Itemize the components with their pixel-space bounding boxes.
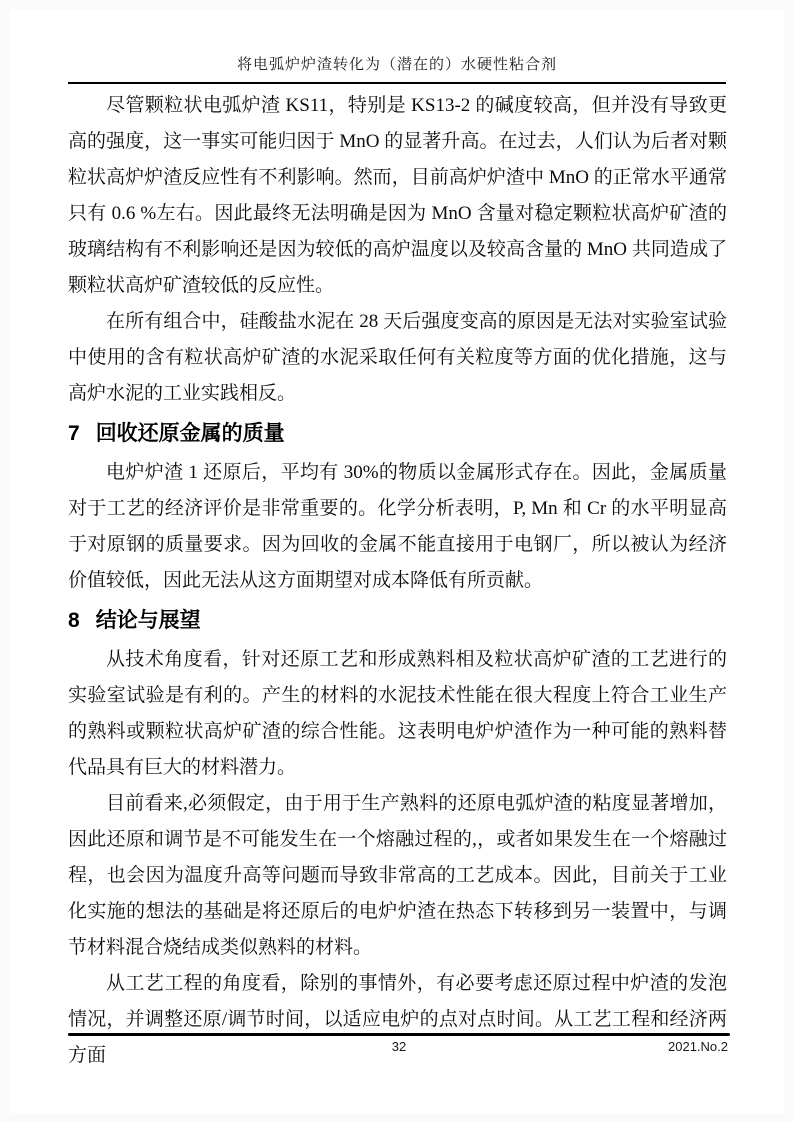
footer-row bbox=[68, 1039, 730, 1059]
issue-label: 2021.No.2 bbox=[668, 1039, 728, 1054]
paragraph-portland-cement-28days: 在所有组合中，硅酸盐水泥在 28 天后强度变高的原因是无法对实验室试验中使用的含有粒状高炉矿渣的水泥采取任何有关粒度等方面的优化措施，这与高炉水泥的工业实践相反。 bbox=[68, 311, 727, 404]
paragraph-process-engineering: 从工艺工程的角度看，除别的事情外，有必要考虑还原过程中炉渣的发泡情况，并调整还原/调节时间，以适应电炉的点对点时间。从工艺工程和经济两方面 bbox=[68, 973, 727, 1066]
section-number: 8 bbox=[68, 609, 80, 632]
section-title: 回收还原金属的质量 bbox=[95, 422, 285, 445]
paragraph-ks11-basicity: 尽管颗粒状电弧炉渣 KS11，特别是 KS13-2 的碱度较高，但并没有导致更高的强度，这一事实可能归因于 MnO 的显著升高。在过去，人们认为后者对颗粒状高炉炉渣反应性有不利影响。然而，目前高炉炉渣中 MnO 的正常水平通常只有 0.6 %左右。因此最终无法明确是因为 MnO 含量对稳定颗粒状高炉矿渣的玻璃结构有不利影响还是因为较低的高炉温度以及较高含量的 MnO 共同造成了颗粒状高炉矿渣较低的反应性。 bbox=[68, 95, 727, 296]
running-head-title: 将电弧炉炉渣转化为（潜在的）水硬性粘合剂 bbox=[236, 57, 557, 73]
paragraph-viscosity-assumption: 目前看来,必须假定，由于用于生产熟料的还原电弧炉渣的粘度显著增加，因此还原和调节是不可能发生在一个熔融过程的,，或者如果发生在一个熔融过程，也会因为温度升高等问题而导致非常高的工艺成本。因此，目前关于工业化实施的想法的基础是将还原后的电炉炉渣在热态下转移到另一装置中，与调节材料混合烧结成类似熟料的材料。 bbox=[68, 793, 727, 958]
page-header bbox=[68, 53, 726, 84]
section-heading-8 bbox=[68, 602, 727, 640]
header-rule bbox=[68, 82, 726, 84]
paragraph-metal-quality: 电炉炉渣 1 还原后，平均有 30%的物质以金属形式存在。因此，金属质量对于工艺的经济评价是非常重要的。化学分析表明，P, Mn 和 Cr 的水平明显高于对原钢的质量要求。因为回收的金属不能直接用于电钢厂，所以被认为经济价值较低，因此无法从这方面期望对成本降低有所贡献。 bbox=[68, 462, 727, 591]
footer-rule bbox=[68, 1033, 730, 1036]
paragraph-technical-view: 从技术角度看，针对还原工艺和形成熟料相及粒状高炉矿渣的工艺进行的实验室试验是有利的。产生的材料的水泥技术性能在很大程度上符合工业生产的熟料或颗粒状高炉矿渣的综合性能。这表明电炉炉渣作为一种可能的熟料替代品具有巨大的材料潜力。 bbox=[68, 649, 727, 778]
document-body bbox=[68, 88, 727, 1074]
page-footer bbox=[68, 1033, 730, 1059]
section-heading-7 bbox=[68, 415, 727, 453]
section-title: 结论与展望 bbox=[95, 609, 201, 632]
page-number: 32 bbox=[391, 1039, 407, 1054]
section-number: 7 bbox=[68, 422, 80, 445]
